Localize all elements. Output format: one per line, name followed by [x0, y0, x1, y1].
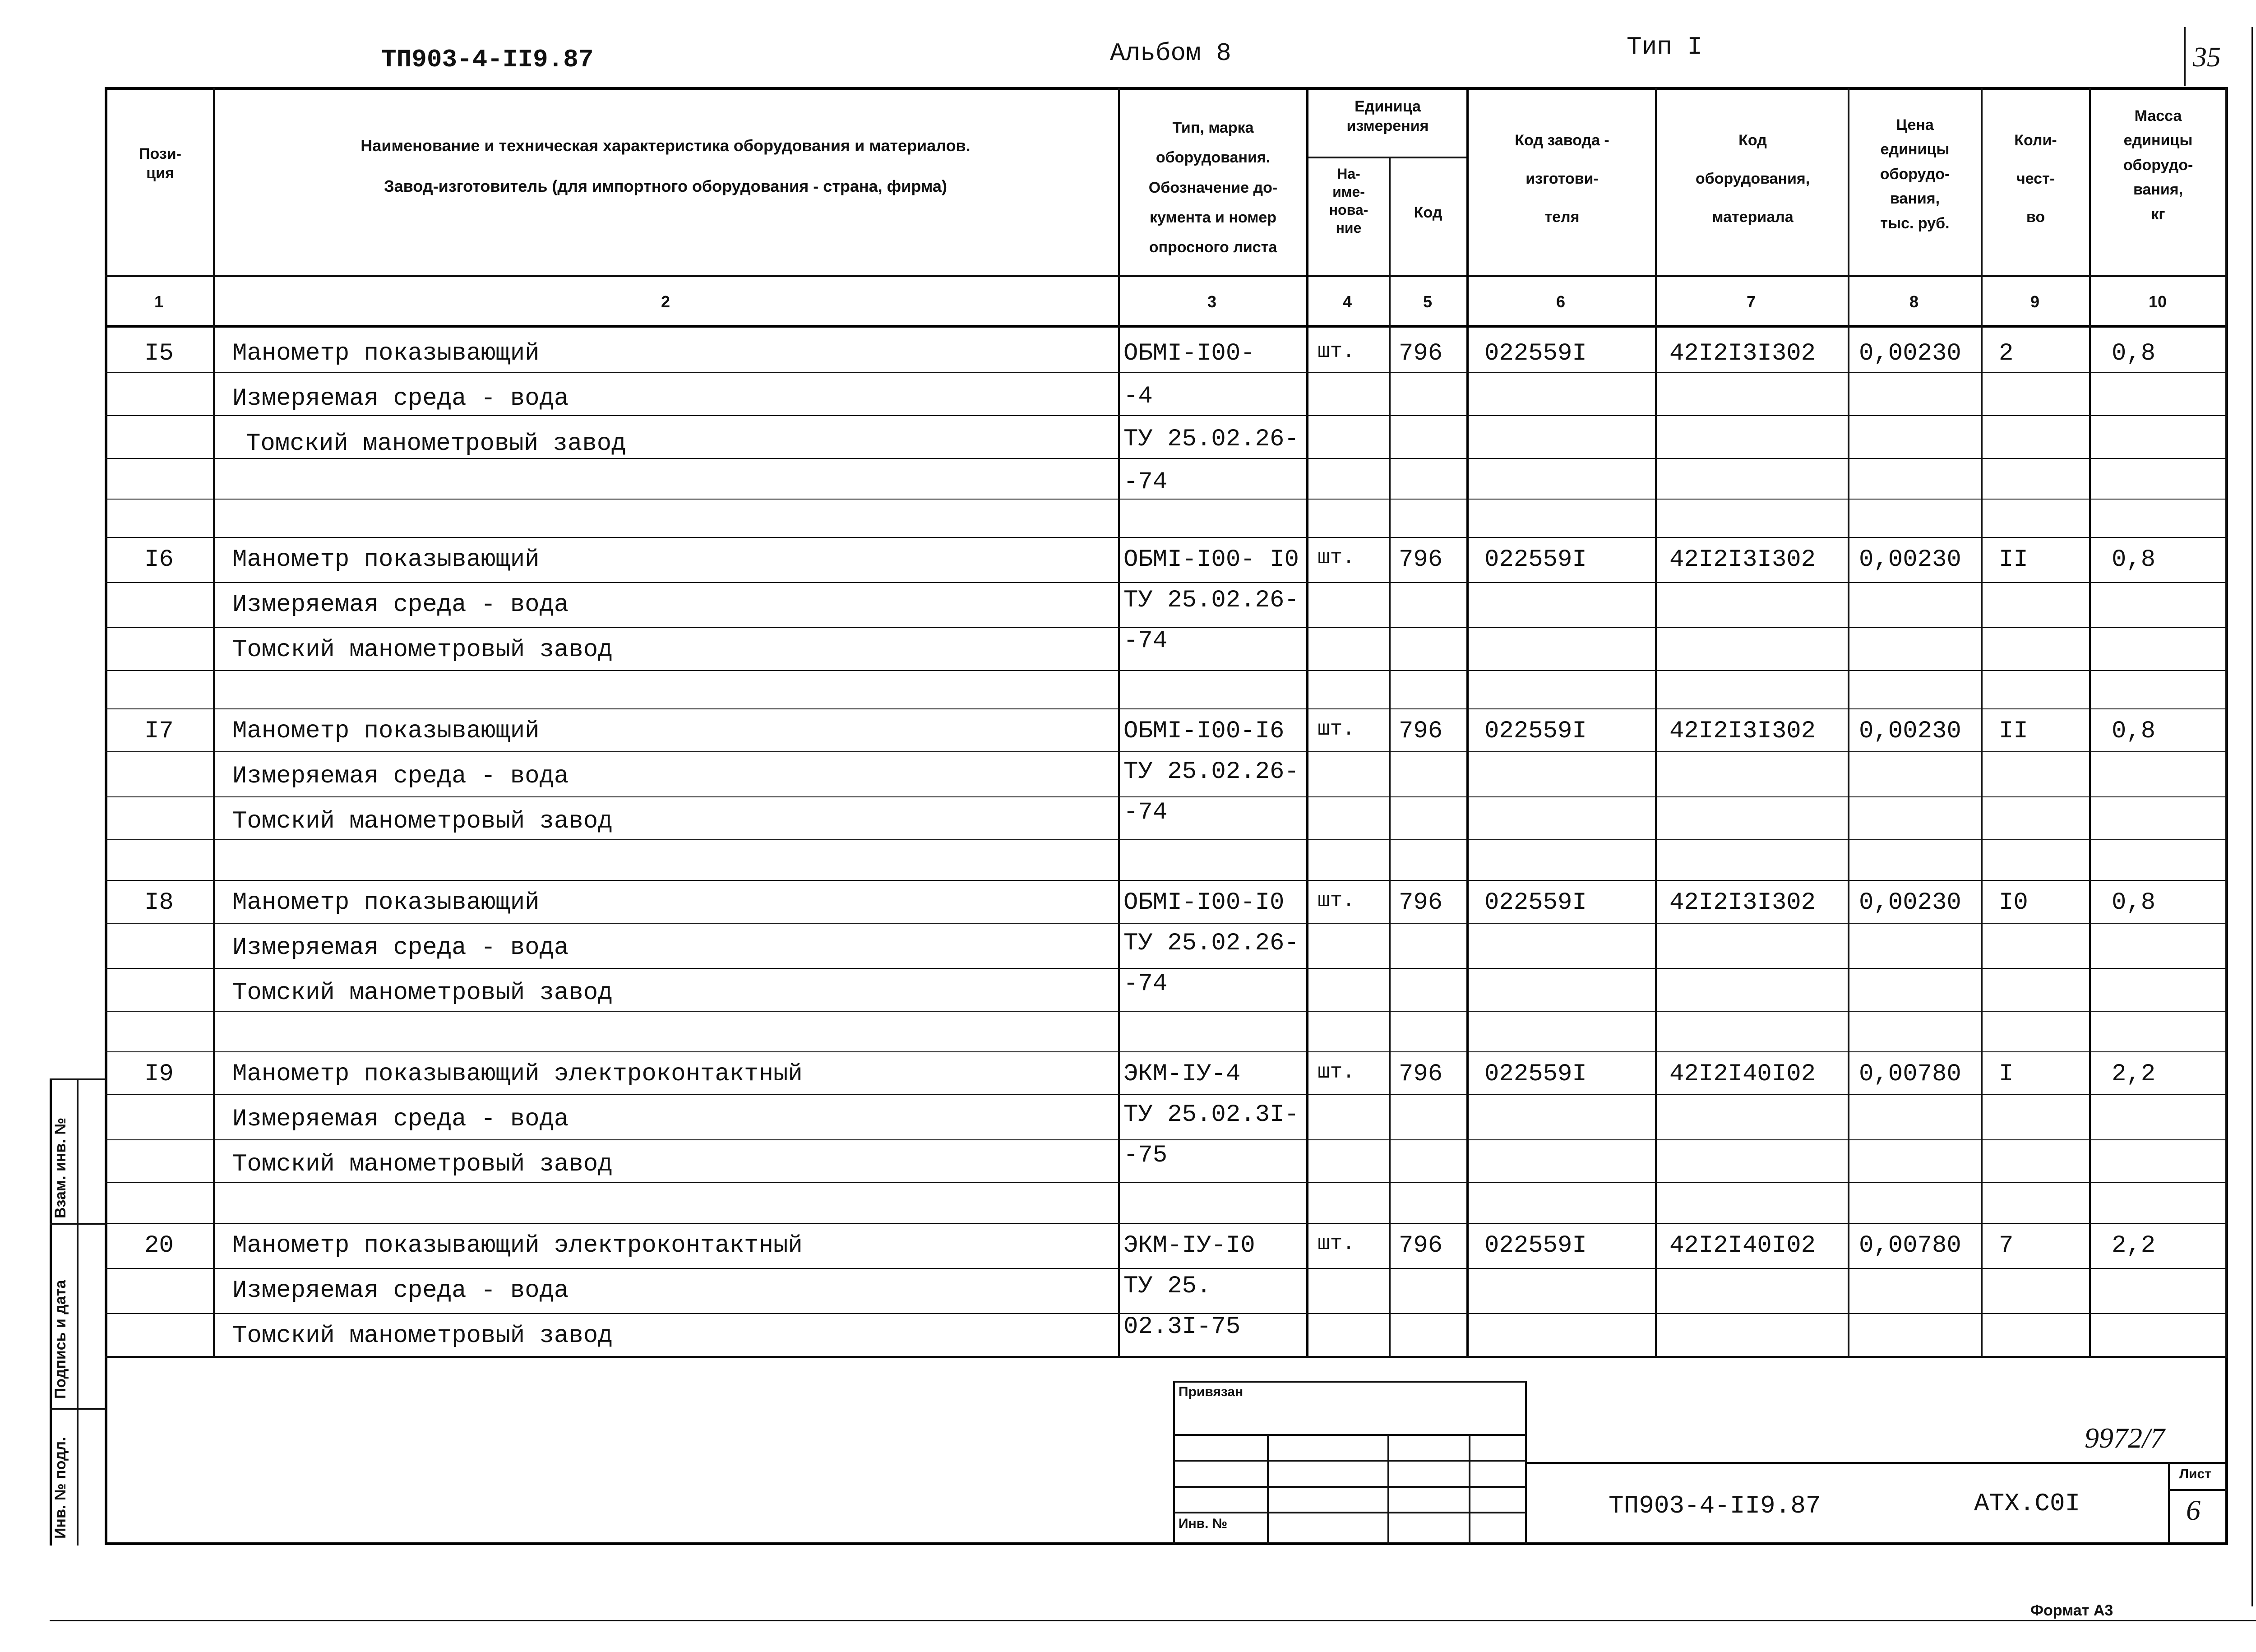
col-line-1: [213, 87, 215, 1357]
row-name-line: Измеряемая среда - вода: [232, 385, 569, 412]
row-separator: [105, 1051, 2228, 1052]
col-number-10: 10: [2149, 292, 2167, 311]
row-equip-code: 42I2I40I02: [1669, 1232, 1816, 1259]
row-type-line: 02.3I-75: [1123, 1313, 1241, 1341]
col-line-6: [1655, 87, 1657, 1357]
row-type-line: ТУ 25.: [1123, 1273, 1211, 1300]
row-type-line: -74: [1123, 799, 1168, 826]
col-line-5: [1466, 87, 1469, 1357]
page-bottom-line: [50, 1620, 2256, 1621]
col-number-1: 1: [154, 292, 164, 311]
col-header-position: Пози- ция: [139, 145, 181, 182]
row-price: 0,00230: [1859, 717, 1961, 745]
sidebar-top-line: [50, 1078, 106, 1080]
row-type-line: ТУ 25.02.3I-: [1123, 1101, 1299, 1129]
row-separator: [105, 1139, 2228, 1140]
col-header-unit-name: На- име- нова- ние: [1329, 166, 1368, 236]
row-type-line: -75: [1123, 1142, 1168, 1169]
row-qty: II: [1999, 546, 2028, 574]
col-number-4: 4: [1342, 292, 1352, 311]
row-unit: шт.: [1318, 1232, 1355, 1255]
row-name-line: Манометр показывающий: [232, 340, 540, 367]
row-mass: 0,8: [2112, 889, 2156, 916]
row-equip-code: 42I2I40I02: [1669, 1060, 1816, 1088]
table-left-border: [105, 87, 107, 1545]
row-unit: шт.: [1318, 889, 1355, 912]
row-name-line: Манометр показывающий: [232, 889, 540, 916]
row-name-line: Манометр показывающий электроконтактный: [232, 1232, 803, 1259]
row-separator: [105, 708, 2228, 709]
row-separator: [105, 1094, 2228, 1095]
table-top-border: [105, 87, 2228, 90]
col-number-7: 7: [1746, 292, 1756, 311]
row-unit: шт.: [1318, 717, 1355, 741]
row-mass: 0,8: [2112, 340, 2156, 367]
col-number-9: 9: [2030, 292, 2040, 311]
row-plant-code: 022559I: [1484, 1060, 1587, 1088]
col-line-4: [1389, 157, 1391, 1357]
row-unit-code: 796: [1399, 1060, 1443, 1088]
row-separator: [105, 1182, 2228, 1183]
row-separator: [105, 839, 2228, 840]
col-number-3: 3: [1207, 292, 1217, 311]
row-separator: [105, 415, 2228, 416]
col-line-10: [2225, 87, 2227, 1357]
sidebar-mid-line: [77, 1078, 79, 1546]
col-header-name: Наименование и техническая характеристика оборудования и материалов. Завод-изготовитель (для импортного оборудования - страна, фирма): [361, 136, 971, 195]
row-name-line: Измеряемая среда - вода: [232, 1277, 569, 1305]
col-line-8: [1981, 87, 1983, 1357]
row-plant-code: 022559I: [1484, 717, 1587, 745]
col-header-plant-code: Код завода - изготови- теля: [1515, 132, 1609, 226]
row-type-line: -74: [1123, 627, 1168, 655]
row-separator: [105, 1268, 2228, 1269]
doc-code-top: ТП903-4-II9.87: [381, 45, 594, 74]
col-header-price: Цена единицы оборудо- вания, тыс. руб.: [1880, 116, 1950, 232]
stamp-inv-no: Инв. №: [1179, 1516, 1228, 1531]
unit-subheader-line: [1306, 157, 1466, 158]
col-line-9: [2089, 87, 2091, 1357]
sidebar-sep-1: [50, 1223, 106, 1225]
stamp-handwritten-number: 9972/7: [2085, 1422, 2165, 1454]
stamp-list-number: 6: [2186, 1494, 2201, 1526]
stamp-mark: АТХ.С0I: [1974, 1489, 2080, 1518]
row-separator: [105, 537, 2228, 538]
stamp-doc-code: ТП903-4-II9.87: [1609, 1491, 1821, 1520]
row-separator: [105, 880, 2228, 881]
row-qty: 2: [1999, 340, 2014, 367]
col-header-type: Тип, марка оборудования. Обозначение до- кумента и номер опросного листа: [1148, 119, 1278, 256]
row-type-line: ОБМI-I00-: [1123, 340, 1255, 367]
row-price: 0,00230: [1859, 340, 1961, 367]
row-name-line: Манометр показывающий: [232, 546, 540, 574]
format-label: Формат А3: [2030, 1602, 2113, 1619]
col-line-3: [1306, 87, 1308, 1357]
row-type-line: -74: [1123, 468, 1168, 496]
row-type-line: ОБМI-I00- I0: [1123, 546, 1299, 574]
row-separator: [105, 751, 2228, 752]
row-type-line: ОБМI-I00-I6: [1123, 717, 1285, 745]
row-name-line: Томский манометровый завод: [232, 1322, 613, 1350]
type-label: Тип I: [1627, 32, 1703, 61]
row-equip-code: 42I2I3I302: [1669, 717, 1816, 745]
row-name-line: Томский манометровый завод: [232, 1151, 613, 1178]
row-unit-code: 796: [1399, 717, 1443, 745]
row-position: 20: [144, 1232, 174, 1259]
row-separator: [105, 458, 2228, 459]
col-number-8: 8: [1909, 292, 1919, 311]
sidebar-podpis-data: Подпись и дата: [52, 1280, 69, 1399]
row-type-line: ЭКМ-IУ-4: [1123, 1060, 1241, 1088]
row-type-line: ТУ 25.02.26-: [1123, 426, 1299, 453]
col-number-2: 2: [661, 292, 670, 311]
row-name-line: Томский манометровый завод: [232, 636, 613, 664]
row-qty: I0: [1999, 889, 2028, 916]
row-separator: [105, 372, 2228, 373]
row-separator: [105, 796, 2228, 797]
row-type-line: ОБМI-I00-I0: [1123, 889, 1285, 916]
row-plant-code: 022559I: [1484, 889, 1587, 916]
row-qty: II: [1999, 717, 2028, 745]
col-header-equip-code: Код оборудования, материала: [1695, 132, 1810, 226]
row-type-line: ЭКМ-IУ-I0: [1123, 1232, 1255, 1259]
row-position: I8: [144, 889, 174, 916]
header-bottom-line: [105, 275, 2228, 277]
sidebar-inv-podl: Инв. № подл.: [52, 1437, 69, 1539]
row-name-line: Измеряемая среда - вода: [232, 763, 569, 790]
row-separator: [105, 1011, 2228, 1012]
row-separator: [105, 1223, 2228, 1224]
number-row-bottom-line: [105, 325, 2228, 328]
row-type-line: ТУ 25.02.26-: [1123, 587, 1299, 614]
stamp-privyazan: Привязан: [1179, 1384, 1244, 1399]
col-header-mass: Масса единицы оборудо- вания, кг: [2123, 107, 2193, 223]
row-type-line: -4: [1123, 383, 1153, 410]
row-name-line: Томский манометровый завод: [232, 979, 613, 1007]
row-name-line: Измеряемая среда - вода: [232, 1106, 569, 1133]
row-separator: [105, 968, 2228, 969]
row-unit: шт.: [1318, 546, 1355, 569]
row-name-line: Измеряемая среда - вода: [232, 591, 569, 619]
body-bottom-line: [105, 1356, 2228, 1358]
row-mass: 0,8: [2112, 717, 2156, 745]
row-name-line: Манометр показывающий: [232, 717, 540, 745]
row-position: I5: [144, 340, 174, 367]
col-line-2: [1118, 87, 1120, 1357]
col-header-unit: Единица измерения: [1346, 98, 1429, 134]
row-plant-code: 022559I: [1484, 546, 1587, 574]
row-name-line: Томский манометровый завод: [232, 808, 613, 835]
row-price: 0,00780: [1859, 1060, 1961, 1088]
row-name-line: Томский манометровый завод: [246, 430, 626, 458]
row-unit-code: 796: [1399, 889, 1443, 916]
row-mass: 2,2: [2112, 1060, 2156, 1088]
row-mass: 0,8: [2112, 546, 2156, 574]
row-equip-code: 42I2I3I302: [1669, 889, 1816, 916]
row-unit-code: 796: [1399, 340, 1443, 367]
row-price: 0,00230: [1859, 889, 1961, 916]
row-separator: [105, 499, 2228, 500]
row-qty: 7: [1999, 1232, 2014, 1259]
row-separator: [105, 923, 2228, 924]
row-position: I6: [144, 546, 174, 574]
stamp-list-label: Лист: [2179, 1467, 2211, 1481]
row-position: I9: [144, 1060, 174, 1088]
row-plant-code: 022559I: [1484, 1232, 1587, 1259]
row-separator: [105, 670, 2228, 671]
table-bottom-border: [105, 1542, 2228, 1545]
sidebar-sep-2: [50, 1408, 106, 1410]
row-equip-code: 42I2I3I302: [1669, 340, 1816, 367]
row-type-line: ТУ 25.02.26-: [1123, 930, 1299, 957]
sheet-corner-number: 35: [2193, 42, 2221, 73]
sidebar-vzam-inv: Взам. инв. №: [52, 1117, 69, 1218]
row-position: I7: [144, 717, 174, 745]
row-unit: шт.: [1318, 340, 1355, 363]
row-price: 0,00230: [1859, 546, 1961, 574]
col-number-5: 5: [1423, 292, 1433, 311]
row-unit-code: 796: [1399, 546, 1443, 574]
col-header-qty: Коли- чест- во: [2014, 132, 2057, 226]
col-header-unit-code: Код: [1414, 204, 1442, 221]
album-label: Альбом 8: [1110, 39, 1231, 68]
row-price: 0,00780: [1859, 1232, 1961, 1259]
row-mass: 2,2: [2112, 1232, 2156, 1259]
row-name-line: Измеряемая среда - вода: [232, 934, 569, 962]
row-plant-code: 022559I: [1484, 340, 1587, 367]
col-line-7: [1848, 87, 1849, 1357]
row-equip-code: 42I2I3I302: [1669, 546, 1816, 574]
row-qty: I: [1999, 1060, 2014, 1088]
row-name-line: Манометр показывающий электроконтактный: [232, 1060, 803, 1088]
row-type-line: ТУ 25.02.26-: [1123, 758, 1299, 786]
col-number-6: 6: [1556, 292, 1566, 311]
row-type-line: -74: [1123, 970, 1168, 998]
row-unit-code: 796: [1399, 1232, 1443, 1259]
row-separator: [105, 582, 2228, 583]
row-unit: шт.: [1318, 1060, 1355, 1084]
